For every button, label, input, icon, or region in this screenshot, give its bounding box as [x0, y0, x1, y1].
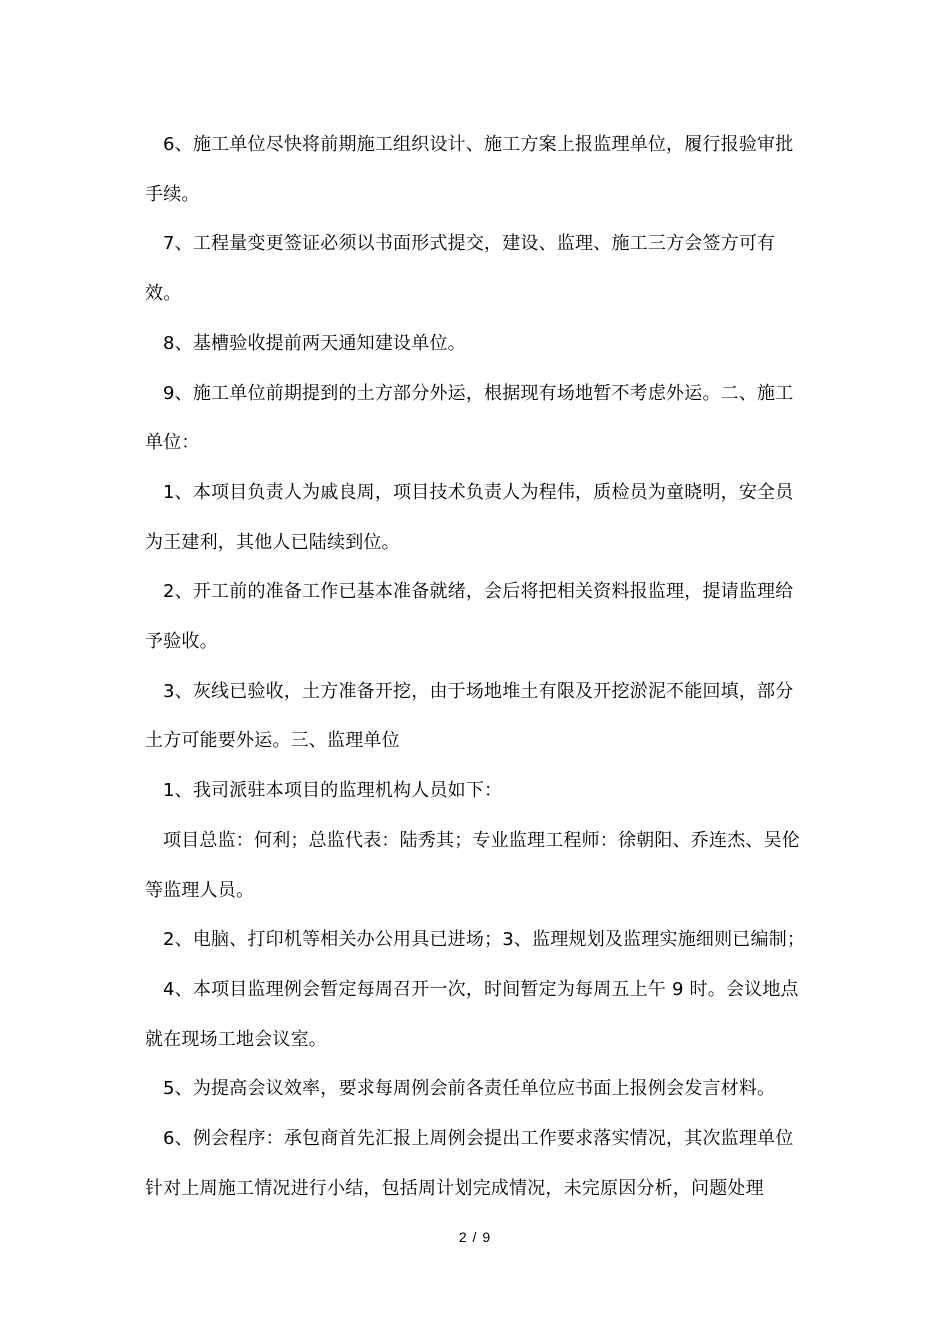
paragraph: 8、基槽验收提前两天通知建设单位。 [163, 332, 466, 354]
paragraph: 7、工程量变更签证必须以书面形式提交，建设、监理、施工三方会签方可有效。 [145, 233, 776, 305]
paragraph: 1、我司派驻本项目的监理机构人员如下： [163, 780, 503, 802]
paragraph: 4、本项目监理例会暂定每周召开一次，时间暂定为每周五上午 9 时。会议地点就在现场工地会议室。 [145, 978, 799, 1050]
paragraph: 2、开工前的准备工作已基本准备就绪，会后将把相关资料报监理，提请监理给予验收。 [145, 581, 794, 653]
document-body [145, 120, 810, 1213]
paragraph: 9、施工单位前期提到的土方部分外运，根据现有场地暂不考虑外运。二、施工单位： [145, 382, 794, 454]
paragraph: 1、本项目负责人为戚良周，项目技术负责人为程伟，质检员为童晓明，安全员为王建利，其他人已陆续到位。 [145, 481, 794, 553]
page-number: 2 / 9 [458, 1229, 492, 1245]
paragraph: 6、例会程序：承包商首先汇报上周例会提出工作要求落实情况，其次监理单位针对上周施工情况进行小结，包括周计划完成情况，未完原因分析，问题处理 [145, 1128, 794, 1199]
paragraph: 5、为提高会议效率，要求每周例会前各责任单位应书面上报例会发言材料。 [163, 1078, 776, 1100]
paragraph: 项目总监：何利；总监代表：陆秀其；专业监理工程师：徐朝阳、乔连杰、吴伦等监理人员。 [145, 829, 800, 901]
paragraph: 2、电脑、打印机等相关办公用具已进场；3、监理规划及监理实施细则已编制； [163, 929, 806, 951]
paragraph: 6、施工单位尽快将前期施工组织设计、施工方案上报监理单位，履行报验审批手续。 [145, 134, 794, 205]
paragraph: 3、灰线已验收，土方准备开挖，由于场地堆土有限及开挖淤泥不能回填，部分土方可能要外运。三、监理单位 [145, 680, 794, 752]
